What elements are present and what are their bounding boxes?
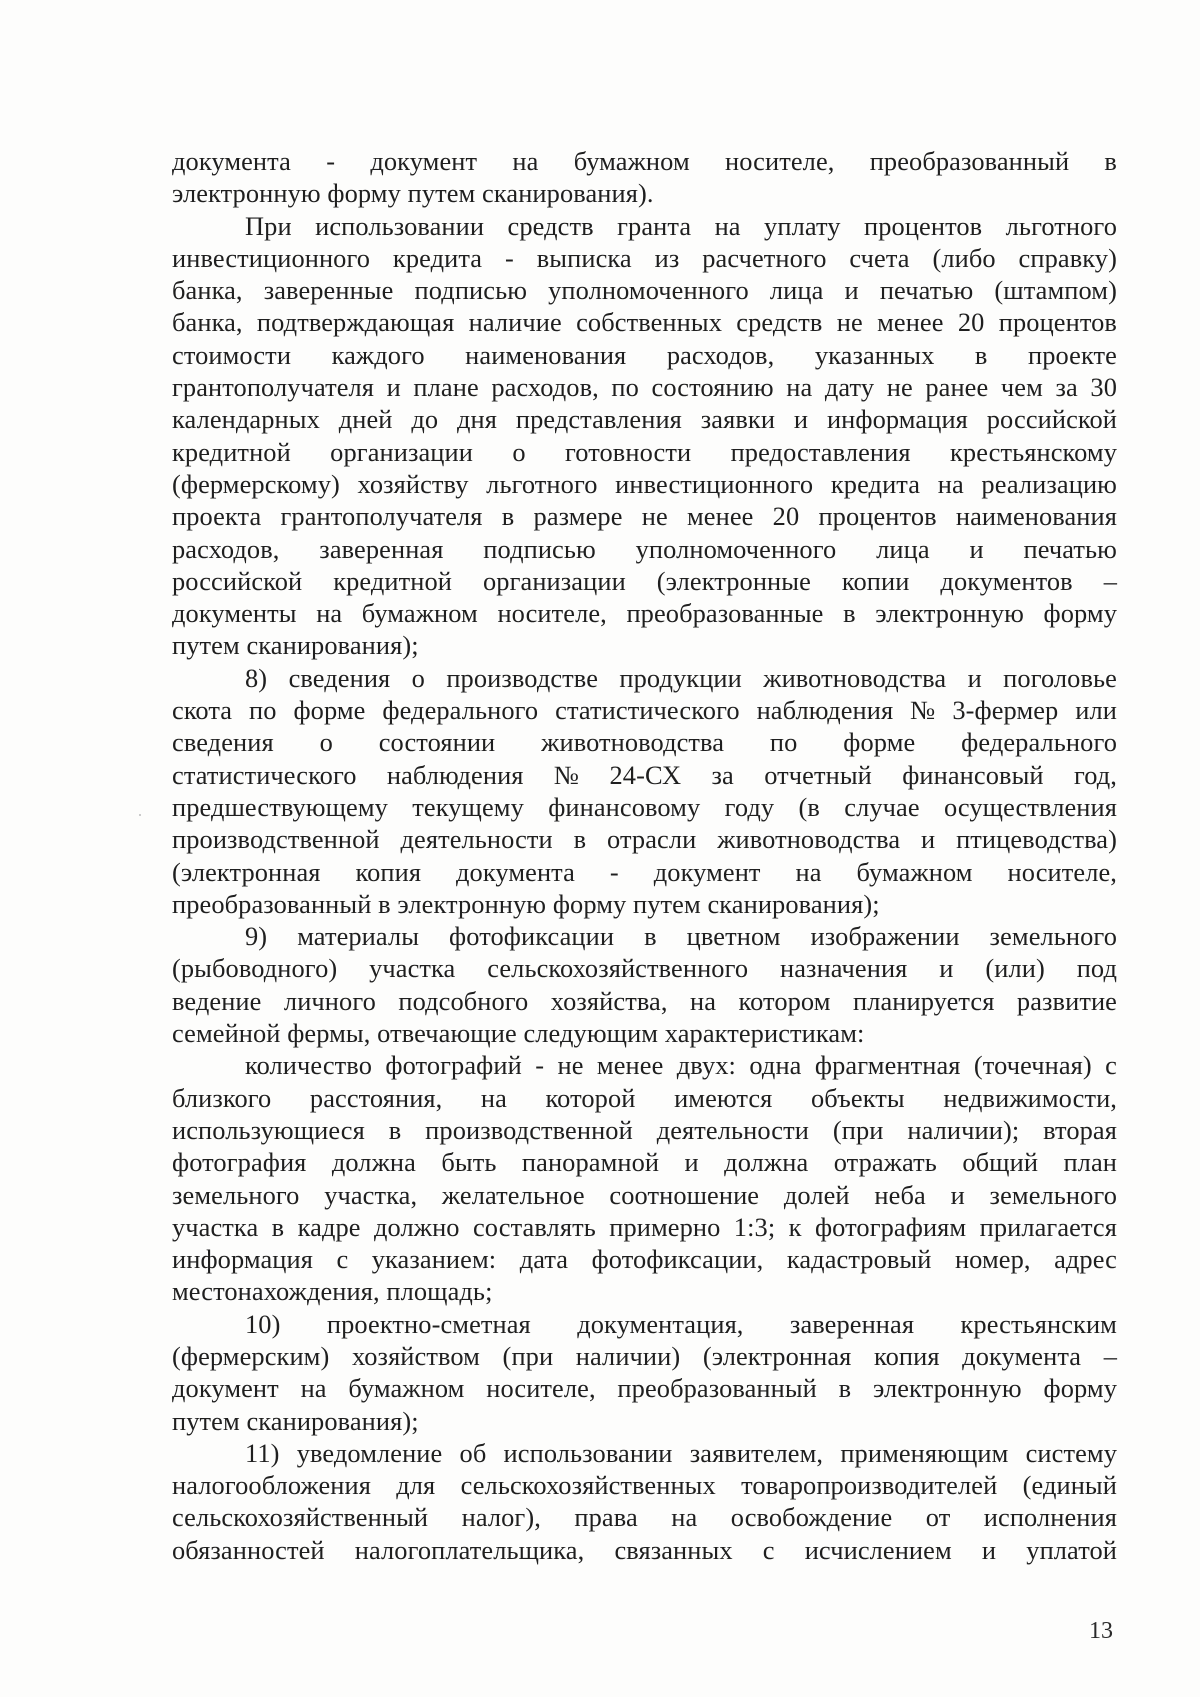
text-line: календарных дней до дня представления заявки и информация российской xyxy=(172,404,1117,435)
text-line: земельного участка, желательное соотношение долей неба и земельного xyxy=(172,1179,1117,1210)
text-line: обязанностей налогоплательщика, связанных с исчислением и уплатой xyxy=(172,1534,1117,1565)
text-line: российской кредитной организации (электронные копии документов – xyxy=(172,565,1117,596)
text-line: путем сканирования); xyxy=(172,1405,419,1436)
text-line: путем сканирования); xyxy=(172,630,419,661)
text-line: электронную форму путем сканирования). xyxy=(172,178,654,209)
text-line: (электронная копия документа - документ на бумажном носителе, xyxy=(172,856,1117,887)
text-line: фотография должна быть панорамной и должна отражать общий план xyxy=(172,1147,1117,1178)
text-line: ведение личного подсобного хозяйства, на котором планируется развитие xyxy=(172,985,1117,1016)
text-line: расходов, заверенная подписью уполномоченного лица и печатью xyxy=(172,533,1117,564)
text-line: количество фотографий - не менее двух: одна фрагментная (точечная) с xyxy=(245,1050,1117,1081)
text-line: местонахождения, площадь; xyxy=(172,1276,493,1307)
text-line: использующиеся в производственной деятельности (при наличии); вторая xyxy=(172,1114,1117,1145)
text-line: 8) сведения о производстве продукции животноводства и поголовье xyxy=(245,662,1117,693)
text-line: налогообложения для сельскохозяйственных товаропроизводителей (единый xyxy=(172,1470,1117,1501)
text-line: грантополучателя и плане расходов, по состоянию на дату не ранее чем за 30 xyxy=(172,372,1117,403)
text-line: 11) уведомление об использовании заявителем, применяющим систему xyxy=(245,1437,1117,1468)
text-line: предшествующему текущему финансовому году (в случае осуществления xyxy=(172,791,1117,822)
text-line: кредитной организации о готовности предоставления крестьянскому xyxy=(172,436,1117,467)
text-line: (рыбоводного) участка сельскохозяйственного назначения и (или) под xyxy=(172,953,1117,984)
text-line: преобразованный в электронную форму путем сканирования); xyxy=(172,888,880,919)
text-line: 9) материалы фотофиксации в цветном изображении земельного xyxy=(245,921,1117,952)
text-line: документа - документ на бумажном носителе, преобразованный в xyxy=(172,146,1117,176)
text-line: (фермерским) хозяйством (при наличии) (электронная копия документа – xyxy=(172,1340,1117,1371)
text-line: сельскохозяйственный налог), права на освобождение от исполнения xyxy=(172,1502,1117,1533)
text-line: сведения о состоянии животноводства по форме федерального xyxy=(172,727,1117,758)
scan-speck xyxy=(139,814,141,816)
text-line: стоимости каждого наименования расходов, указанных в проекте xyxy=(172,339,1117,370)
text-line: документы на бумажном носителе, преобразованные в электронную форму xyxy=(172,598,1117,629)
text-line: участка в кадре должно составлять примерно 1:3; к фотографиям прилагается xyxy=(172,1211,1117,1242)
page-number: 13 xyxy=(1089,1618,1113,1644)
text-line: статистического наблюдения № 24-СХ за отчетный финансовый год, xyxy=(172,759,1117,790)
document-body-text xyxy=(172,145,1117,1566)
text-line: информация с указанием: дата фотофиксации, кадастровый номер, адрес xyxy=(172,1244,1117,1275)
text-line: 10) проектно-сметная документация, заверенная крестьянским xyxy=(245,1308,1117,1339)
text-line: При использовании средств гранта на уплату процентов льготного xyxy=(245,210,1117,241)
text-line: банка, заверенные подписью уполномоченного лица и печатью (штампом) xyxy=(172,275,1117,306)
text-line: скота по форме федерального статистического наблюдения № 3-фермер или xyxy=(172,695,1117,726)
text-line: близкого расстояния, на которой имеются объекты недвижимости, xyxy=(172,1082,1117,1113)
text-line: (фермерскому) хозяйству льготного инвестиционного кредита на реализацию xyxy=(172,468,1117,499)
text-line: проекта грантополучателя в размере не менее 20 процентов наименования xyxy=(172,501,1117,532)
text-line: инвестиционного кредита - выписка из расчетного счета (либо справку) xyxy=(172,242,1117,273)
text-line: производственной деятельности в отрасли животноводства и птицеводства) xyxy=(172,824,1117,855)
text-line: банка, подтверждающая наличие собственных средств не менее 20 процентов xyxy=(172,307,1117,338)
text-line: семейной фермы, отвечающие следующим характеристикам: xyxy=(172,1018,865,1049)
text-line: документ на бумажном носителе, преобразованный в электронную форму xyxy=(172,1373,1117,1404)
